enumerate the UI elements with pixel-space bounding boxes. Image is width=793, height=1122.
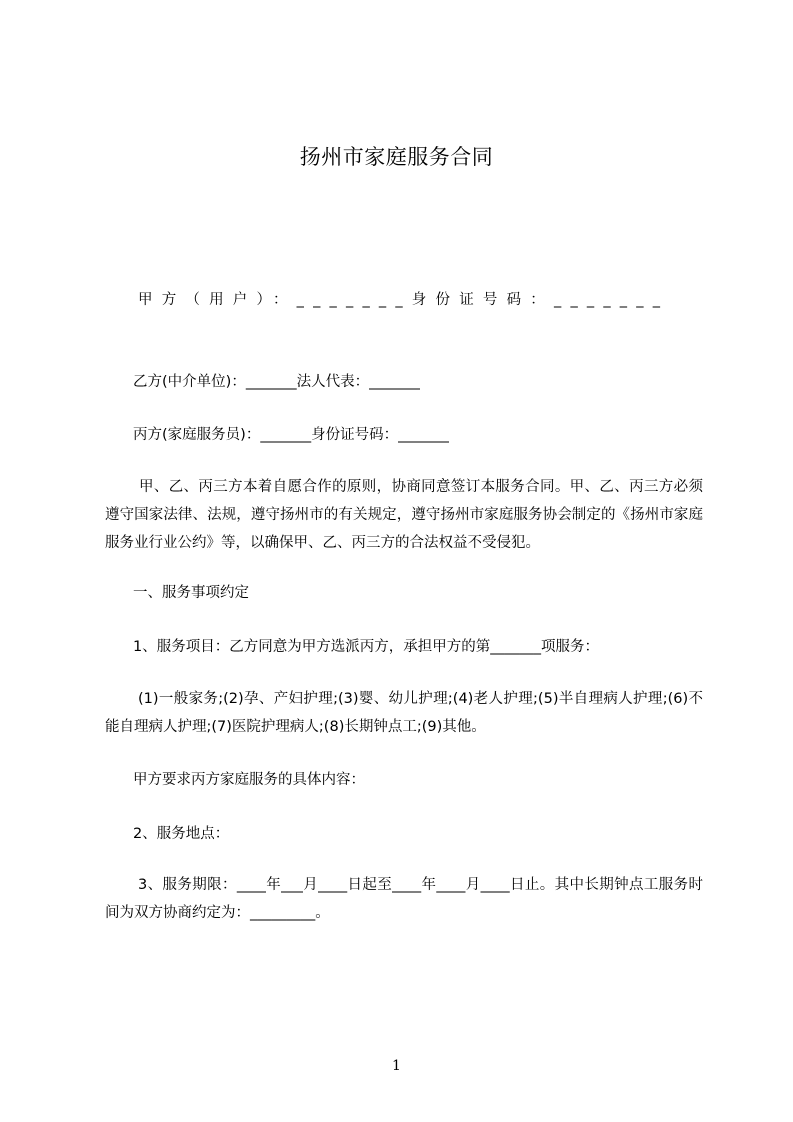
party-c-line: 丙方(家庭服务员)：_______身份证号码：_______ [133,427,449,443]
preamble-paragraph: 甲、乙、丙三方本着自愿合作的原则，协商同意签订本服务合同。甲、乙、丙三方必须遵守国家法律、法规，遵守扬州市的有关规定，遵守扬州市家庭服务协会制定的《扬州市家庭服务业行业公约》等，以确保甲、乙、丙三方的合法权益不受侵犯。 [105,479,703,551]
service-item-3-paragraph: 3、服务期限：____年___月____日起至____年____月____日止。其中长期钟点工服务时间为双方协商约定为：_________。 [105,877,703,921]
service-requirements: 甲方要求丙方家庭服务的具体内容： [133,772,365,788]
party-b-line: 乙方(中介单位)：_______法人代表：_______ [133,374,420,390]
section-1-heading: 一、服务事项约定 [133,585,249,601]
service-item-2: 2、服务地点： [133,826,230,842]
service-item-1: 1、服务项目：乙方同意为甲方选派丙方，承担甲方的第_______项服务： [133,639,599,655]
service-options-paragraph: (1)一般家务;(2)孕、产妇护理;(3)婴、幼儿护理;(4)老人护理;(5)半自理病人护理;(6)不能自理病人护理;(7)医院护理病人;(8)长期钟点工;(9)其他。 [105,691,703,735]
party-a-line: 甲方（用户）：_______身份证号码：_______ [138,292,670,308]
page-number: 1 [392,1058,401,1074]
document-title: 扬州市家庭服务合同 [299,145,494,169]
